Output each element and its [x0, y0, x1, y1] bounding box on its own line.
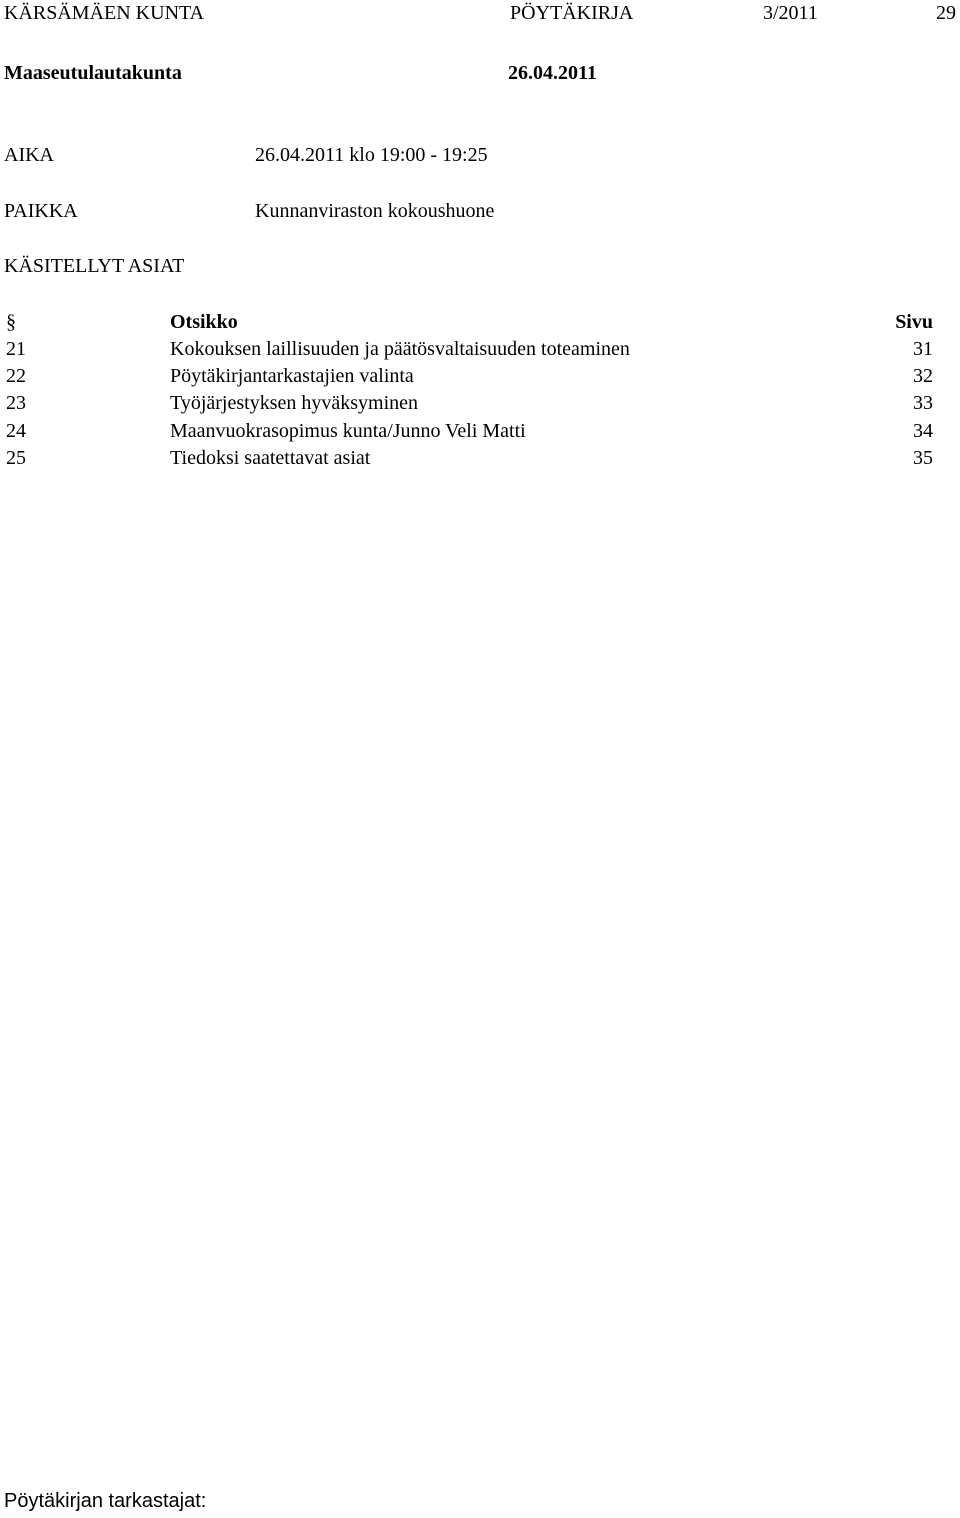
section-symbol: §	[6, 311, 16, 333]
item-title: Pöytäkirjantarkastajien valinta	[170, 365, 414, 387]
agenda-heading: KÄSITELLYT ASIAT	[4, 255, 185, 277]
place-value: Kunnanviraston kokoushuone	[255, 200, 495, 222]
item-number: 21	[6, 338, 26, 360]
reviewers-label: Pöytäkirjan tarkastajat:	[4, 1490, 207, 1512]
place-label: PAIKKA	[4, 200, 78, 222]
item-number: 24	[6, 420, 26, 442]
document-number: 3/2011	[763, 2, 818, 24]
item-page: 31	[913, 338, 933, 360]
item-page: 34	[913, 420, 933, 442]
page-number: 29	[936, 2, 956, 24]
item-page: 32	[913, 365, 933, 387]
meeting-date: 26.04.2011	[508, 62, 597, 84]
item-number: 23	[6, 392, 26, 414]
item-page: 35	[913, 447, 933, 469]
board-name: Maaseutulautakunta	[4, 62, 182, 84]
item-title: Tiedoksi saatettavat asiat	[170, 447, 371, 469]
item-title: Maanvuokrasopimus kunta/Junno Veli Matti	[170, 420, 526, 442]
item-page: 33	[913, 392, 933, 414]
title-column-header: Otsikko	[170, 311, 238, 333]
document-type: PÖYTÄKIRJA	[510, 2, 634, 24]
item-title: Työjärjestyksen hyväksyminen	[170, 392, 418, 414]
municipality-name: KÄRSÄMÄEN KUNTA	[4, 2, 205, 24]
item-number: 22	[6, 365, 26, 387]
item-number: 25	[6, 447, 26, 469]
item-title: Kokouksen laillisuuden ja päätösvaltaisuuden toteaminen	[170, 338, 630, 360]
time-value: 26.04.2011 klo 19:00 - 19:25	[255, 144, 488, 166]
page-column-header: Sivu	[895, 311, 933, 333]
time-label: AIKA	[4, 144, 54, 166]
